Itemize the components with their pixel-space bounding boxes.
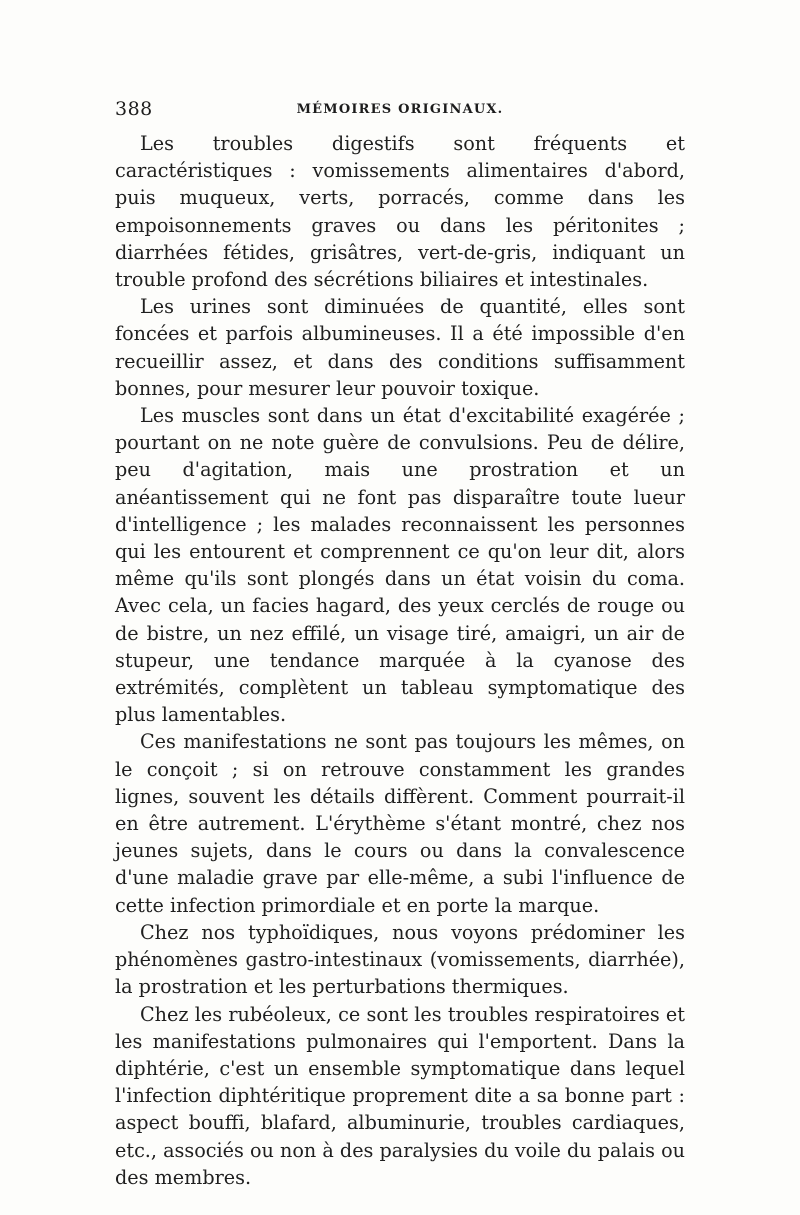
running-title: MÉMOIRES ORIGINAUX. xyxy=(296,102,504,117)
page-header xyxy=(115,98,685,122)
page-number: 388 xyxy=(115,98,153,120)
paragraph-digestive-troubles: Les troubles digestifs sont fréquents et caractéristiques : vomissements alimentaires d'abord, puis muqueux, verts, porracés, comme dans les empoisonnements graves ou dans les péritonites ; diarrhées fétides, grisâtres, vert-de-gris, indiquant un trouble profond des sécrétions biliaires et intestinales. xyxy=(115,132,685,292)
paragraph-muscles: Les muscles sont dans un état d'excitabilité exagérée ; pourtant on ne note guère de convulsions. Peu de délire, peu d'agitation, mais une prostration et un anéantissement qui ne font pas disparaître toute lueur d'intelligence ; les malades reconnaissent les personnes qui les entourent et comprennent ce qu'on leur dit, alors même qu'ils sont plongés dans un état voisin du coma. Avec cela, un facies hagard, des yeux cerclés de rouge ou de bistre, un nez effilé, un visage tiré, amaigri, un air de stupeur, une tendance marquée à la cyanose des extrémités, complètent un tableau symptomatique des plus lamentables. xyxy=(115,404,685,727)
paragraph-typhoid: Chez nos typhoïdiques, nous voyons prédominer les phénomènes gastro-intestinaux (vomissements, diarrhée), la prostration et les perturbations thermiques. xyxy=(115,920,685,999)
body-text xyxy=(115,130,685,1191)
paragraph-rubeola-diphtheria: Chez les rubéoleux, ce sont les troubles respiratoires et les manifestations pulmonaires qui l'emportent. Dans la diphtérie, c'est un ensemble symptomatique dans lequel l'infection diphtéritique proprement dite a sa bonne part : aspect bouffi, blafard, albuminurie, troubles cardiaques, etc., associés ou non à des paralysies du voile du palais ou des membres. xyxy=(115,1002,685,1189)
paragraph-manifestations: Ces manifestations ne sont pas toujours les mêmes, on le conçoit ; si on retrouve constamment les grandes lignes, souvent les détails diffèrent. Comment pourrait-il en être autrement. L'érythème s'étant montré, chez nos jeunes sujets, dans le cours ou dans la convalescence d'une maladie grave par elle-même, a subi l'influence de cette infection primordiale et en porte la marque. xyxy=(115,730,685,917)
paragraph-urines: Les urines sont diminuées de quantité, elles sont foncées et parfois albumineuses. Il a été impossible d'en recueillir assez, et dans des conditions suffisamment bonnes, pour mesurer leur pouvoir toxique. xyxy=(115,295,685,400)
